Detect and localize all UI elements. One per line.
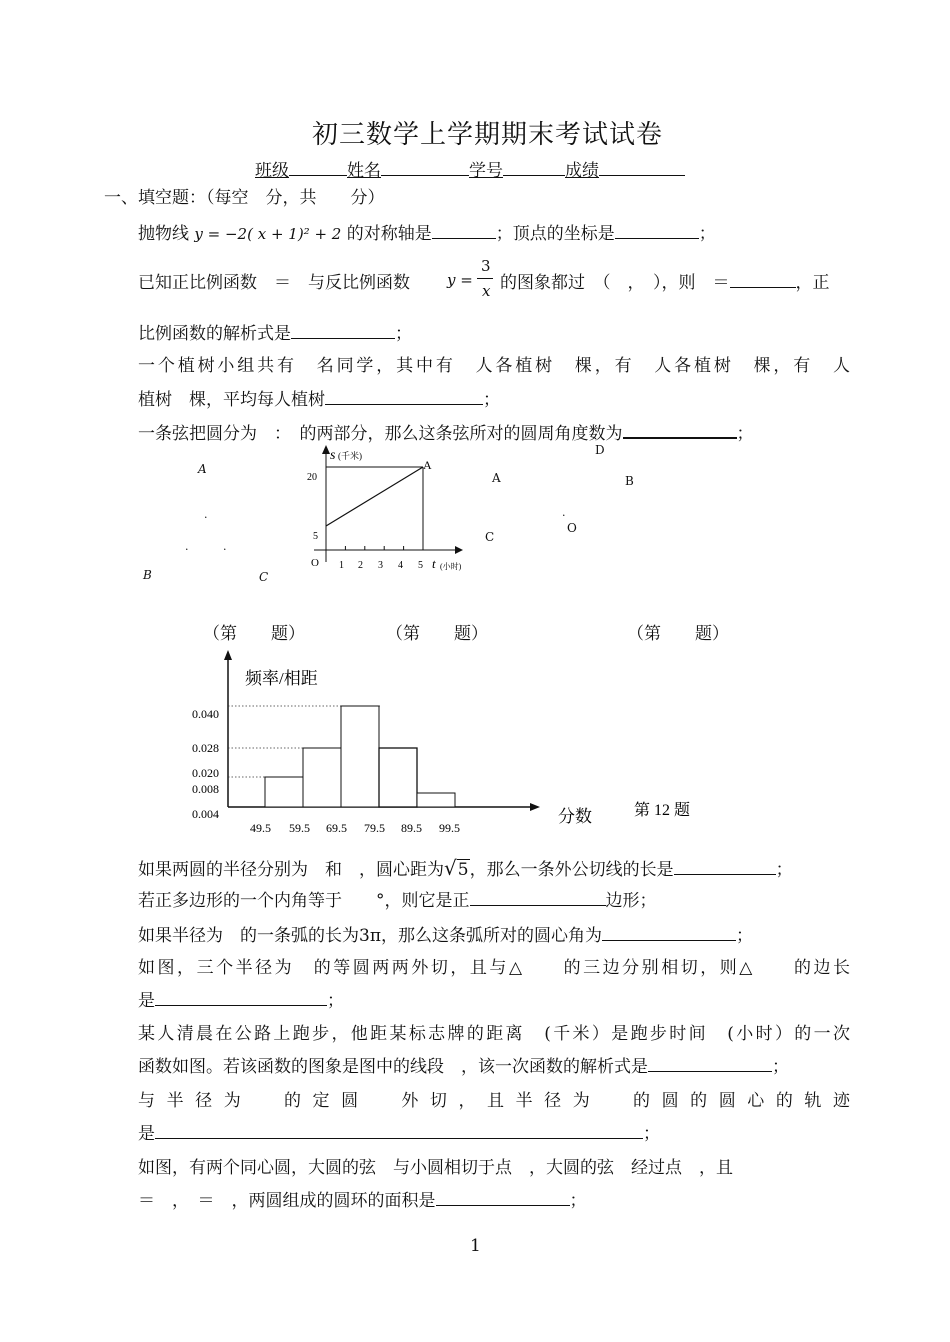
q10-end: ； (643, 1124, 660, 1144)
q11-line2-text: ＝ ， ＝ ，两圆组成的圆环的面积是 (138, 1191, 436, 1211)
q3-line2-text: 植树 棵，平均每人植树 (138, 390, 325, 410)
q2-line2-end: ； (395, 324, 412, 344)
question-8-line2 (138, 986, 344, 1011)
header-info-line (255, 156, 685, 181)
q5-answer-blank[interactable] (674, 858, 776, 875)
q1-text-b: 的对称轴是 (346, 224, 432, 244)
question-9-line1: 某人清晨在公路上跑步，他距某标志牌的距离 (千米）是跑步时间 (小时）的一次 (138, 1024, 850, 1044)
y-tick-5: 5 (313, 531, 318, 542)
section-heading: 一、填空题：（每空 分，共 分） (104, 188, 385, 208)
question-7 (138, 921, 753, 946)
x-tick-4: 4 (398, 560, 403, 571)
distance-time-graph (290, 440, 490, 580)
hist-ylabel: 频率/相距 (245, 669, 318, 688)
q9-answer-blank[interactable] (648, 1055, 772, 1072)
question-3-line2 (138, 385, 500, 410)
y-tick-20: 20 (307, 472, 317, 483)
q7-answer-blank[interactable] (602, 924, 736, 941)
q5-end: ； (775, 860, 793, 880)
q2-answer-blank-1[interactable] (730, 271, 796, 288)
question-2-line1b (500, 268, 830, 293)
id-label: 学号 (469, 161, 503, 181)
q1-text-c: ；顶点的坐标是 (495, 224, 615, 244)
question-11-line1: 如图，有两个同心圆，大圆的弦 与小圆相切于点 ，大圆的弦 经过点 ，且 (138, 1158, 733, 1178)
question-2-line1 (138, 268, 410, 293)
hist-bar-59.5-69.5 (303, 748, 341, 807)
q7-text: 如果半径为 的一条弧的长为3π，那么这条弧所对的圆心角为 (138, 926, 602, 946)
question-9-line2 (138, 1052, 789, 1077)
x-tick-3: 3 (378, 560, 383, 571)
hist-bar-69.5-79.5 (341, 706, 379, 807)
hist-title: 第 12 题 (634, 802, 691, 819)
fig-left-dot: . (185, 540, 189, 553)
q8-answer-blank[interactable] (155, 989, 327, 1006)
q9-end: ； (772, 1057, 789, 1077)
q3-answer-blank[interactable] (325, 388, 483, 405)
x-tick-2: 2 (358, 560, 363, 571)
origin-label: O (311, 557, 319, 569)
fig-left-label-c: C (259, 570, 269, 584)
fig-right-label-b: B (625, 474, 634, 488)
question-2-line2 (138, 319, 412, 344)
hist-ytick-0028: 0.028 (192, 741, 219, 755)
frequency-histogram (180, 650, 700, 850)
fig-left-label-b: B (143, 568, 152, 582)
hist-xtick-495: 49.5 (250, 821, 271, 835)
q10-line2-text: 是 (138, 1124, 155, 1144)
hist-xtick-595: 59.5 (289, 821, 310, 835)
fig-right-label-o: O (567, 521, 577, 535)
q2-text-b: 的图象都过 （ ， ），则 ＝ (500, 273, 730, 293)
hist-bar-79.5-89.5 (379, 748, 417, 807)
hist-ytick-0004: 0.004 (192, 807, 219, 821)
fig-left-dot: . (223, 540, 227, 553)
q2-answer-blank-2[interactable] (291, 322, 395, 339)
name-label: 姓名 (347, 161, 381, 181)
question-1 (138, 219, 716, 244)
q2-denominator: x (482, 282, 491, 300)
fig-left-label-a: A (198, 462, 207, 476)
question-11-line2 (138, 1186, 587, 1211)
hist-xlabel: 分数 (558, 807, 592, 826)
fig-right-label-c: C (485, 530, 495, 544)
q4-end: ； (736, 424, 754, 444)
q6-answer-blank[interactable] (470, 889, 606, 906)
fig-right-center-dot: . (562, 506, 566, 519)
q2-text-c: ，正 (795, 273, 830, 293)
q11-end: ； (569, 1191, 587, 1211)
q2-numerator: 3 (481, 257, 491, 275)
question-8-line1: 如图，三个半径为 的等圆两两外切，且与△ 的三边分别相切，则△ 的边长 (138, 958, 850, 978)
q1-formula: y = −2( x + 1)² + 2 (194, 225, 342, 243)
hist-ytick-0020: 0.020 (192, 766, 219, 780)
hist-y-arrow (224, 650, 232, 660)
q8-end: ； (327, 991, 344, 1011)
q4-answer-blank[interactable] (623, 421, 737, 439)
t-label: t (432, 556, 436, 571)
hist-xtick-895: 89.5 (401, 821, 422, 835)
fig-right-label-a: A (492, 471, 501, 485)
q1-answer-blank-2[interactable] (615, 222, 699, 239)
fig-left-dot: . (204, 508, 208, 521)
q8-line2-text: 是 (138, 991, 155, 1011)
caption-middle: （第 题） (386, 624, 488, 644)
fig-right-label-d: D (595, 443, 605, 457)
hist-bar-89.5-99.5 (417, 793, 455, 807)
x-tick-1: 1 (339, 560, 344, 571)
s-unit: (千米) (338, 451, 362, 461)
class-label: 班级 (255, 161, 289, 181)
x-tick-5: 5 (418, 560, 423, 571)
q11-answer-blank[interactable] (436, 1189, 570, 1206)
q6-text: 若正多边形的一个内角等于 °，则它是正 (138, 891, 470, 911)
q2-line2-text: 比例函数的解析式是 (138, 324, 291, 344)
t-unit: (小时) (440, 562, 462, 571)
q10-answer-blank[interactable] (155, 1122, 643, 1139)
q9-line2-text: 函数如图。若该函数的图象是图中的线段 ，该一次函数的解析式是 (138, 1057, 648, 1077)
caption-left: （第 题） (203, 624, 305, 644)
q2-y-eq: y = (447, 271, 473, 289)
q1-text-d: ； (698, 224, 716, 244)
q4-text: 一条弦把圆分为 ： 的两部分，那么这条弦所对的圆周角度数为 (138, 424, 623, 444)
q7-end: ； (736, 926, 753, 946)
caption-right: （第 题） (627, 624, 729, 644)
q6-end: 边形； (605, 891, 657, 911)
question-10-line1: 与 半 径 为 的 定 圆 外 切 ， 且 半 径 为 的 圆 的 圆 心 的 轨 迹 (138, 1091, 850, 1111)
question-3-line1: 一个植树小组共有 名同学，其中有 人各植树 棵，有 人各植树 棵，有 人 (138, 356, 850, 376)
hist-xtick-795: 79.5 (364, 821, 385, 835)
q1-answer-blank-1[interactable] (432, 222, 496, 239)
hist-xtick-695: 69.5 (326, 821, 347, 835)
hist-x-arrow (530, 803, 540, 811)
s-label: s (330, 448, 336, 463)
page-title: 初三数学上学期期末考试试卷 (312, 120, 664, 150)
hist-bar-49.5-59.5 (265, 777, 303, 807)
t-axis-arrow (455, 546, 463, 554)
question-5 (138, 855, 793, 880)
hist-xtick-995: 99.5 (439, 821, 460, 835)
q2-fraction (447, 259, 499, 307)
q5-text-a: 如果两圆的半径分别为 和 ，圆心距为 (138, 860, 444, 880)
hist-ytick-0008: 0.008 (192, 782, 219, 796)
sqrt-symbol: √ (444, 856, 457, 880)
hist-ytick-0040: 0.040 (192, 707, 219, 721)
q1-text: 抛物线 (138, 224, 189, 244)
q2-text-a: 已知正比例函数 ＝ 与反比例函数 (138, 273, 410, 293)
segment-line (326, 467, 423, 526)
score-label: 成绩 (565, 161, 599, 181)
q5-sqrt-value: 5 (457, 860, 469, 880)
question-6 (138, 886, 657, 911)
q5-text-b: ，那么一条外公切线的长是 (469, 860, 674, 880)
question-10-line2 (138, 1119, 660, 1144)
point-a-label: A (423, 458, 432, 472)
page-number: 1 (470, 1236, 481, 1256)
q3-line2-end: ； (483, 390, 500, 410)
s-axis-arrow (322, 445, 330, 454)
